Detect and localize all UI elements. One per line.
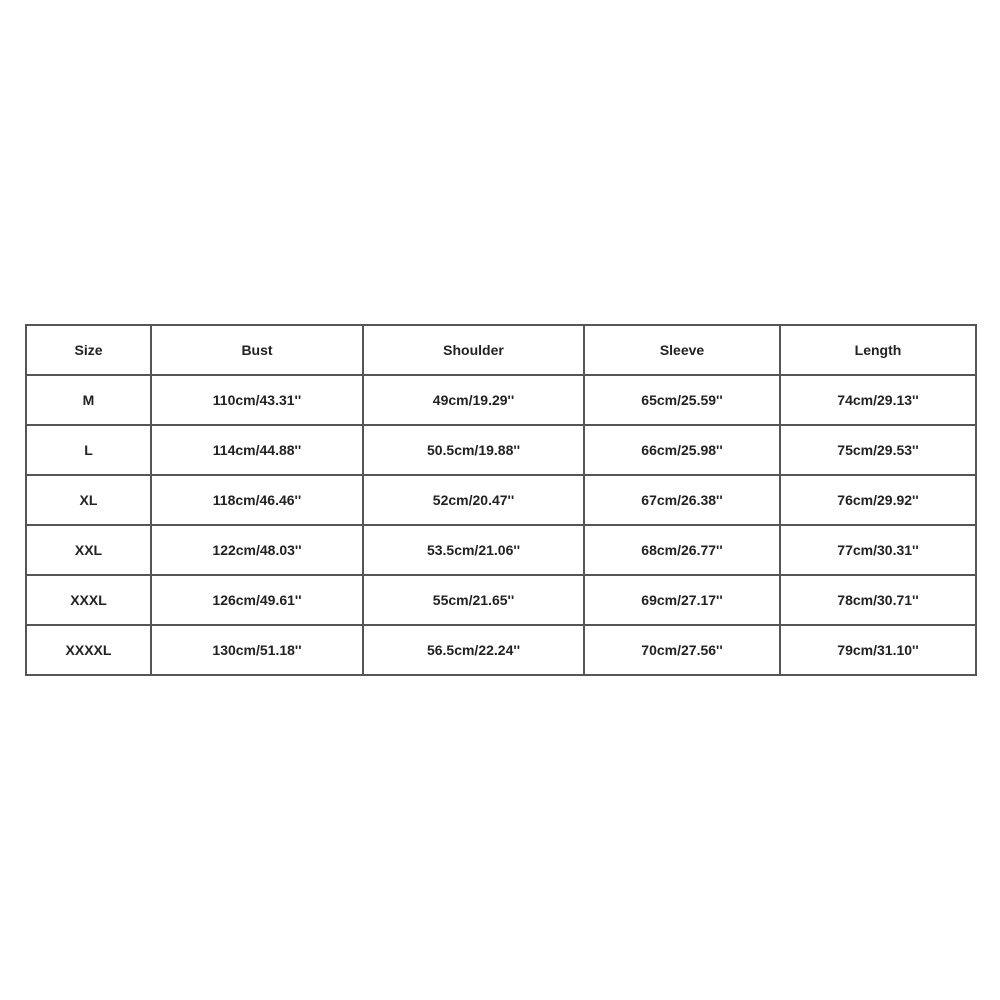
bust-cell: 118cm/46.46'' <box>151 475 363 525</box>
sleeve-cell: 68cm/26.77'' <box>584 525 780 575</box>
shoulder-cell: 53.5cm/21.06'' <box>363 525 584 575</box>
size-cell: M <box>26 375 151 425</box>
table-row <box>26 625 976 675</box>
shoulder-cell: 52cm/20.47'' <box>363 475 584 525</box>
shoulder-cell: 50.5cm/19.88'' <box>363 425 584 475</box>
size-cell: XXL <box>26 525 151 575</box>
header-length: Length <box>780 325 976 375</box>
table-row <box>26 525 976 575</box>
table-row <box>26 575 976 625</box>
bust-cell: 126cm/49.61'' <box>151 575 363 625</box>
size-cell: XL <box>26 475 151 525</box>
header-row <box>26 325 976 375</box>
bust-cell: 110cm/43.31'' <box>151 375 363 425</box>
length-cell: 78cm/30.71'' <box>780 575 976 625</box>
length-cell: 79cm/31.10'' <box>780 625 976 675</box>
sleeve-cell: 65cm/25.59'' <box>584 375 780 425</box>
length-cell: 74cm/29.13'' <box>780 375 976 425</box>
length-cell: 77cm/30.31'' <box>780 525 976 575</box>
bust-cell: 114cm/44.88'' <box>151 425 363 475</box>
header-size: Size <box>26 325 151 375</box>
sleeve-cell: 67cm/26.38'' <box>584 475 780 525</box>
size-chart-table <box>25 324 977 676</box>
table-row <box>26 475 976 525</box>
size-cell: L <box>26 425 151 475</box>
sleeve-cell: 66cm/25.98'' <box>584 425 780 475</box>
sleeve-cell: 70cm/27.56'' <box>584 625 780 675</box>
shoulder-cell: 49cm/19.29'' <box>363 375 584 425</box>
header-shoulder: Shoulder <box>363 325 584 375</box>
shoulder-cell: 56.5cm/22.24'' <box>363 625 584 675</box>
length-cell: 75cm/29.53'' <box>780 425 976 475</box>
bust-cell: 122cm/48.03'' <box>151 525 363 575</box>
shoulder-cell: 55cm/21.65'' <box>363 575 584 625</box>
header-sleeve: Sleeve <box>584 325 780 375</box>
bust-cell: 130cm/51.18'' <box>151 625 363 675</box>
size-cell: XXXXL <box>26 625 151 675</box>
sleeve-cell: 69cm/27.17'' <box>584 575 780 625</box>
table-row <box>26 425 976 475</box>
table-row <box>26 375 976 425</box>
length-cell: 76cm/29.92'' <box>780 475 976 525</box>
header-bust: Bust <box>151 325 363 375</box>
size-cell: XXXL <box>26 575 151 625</box>
